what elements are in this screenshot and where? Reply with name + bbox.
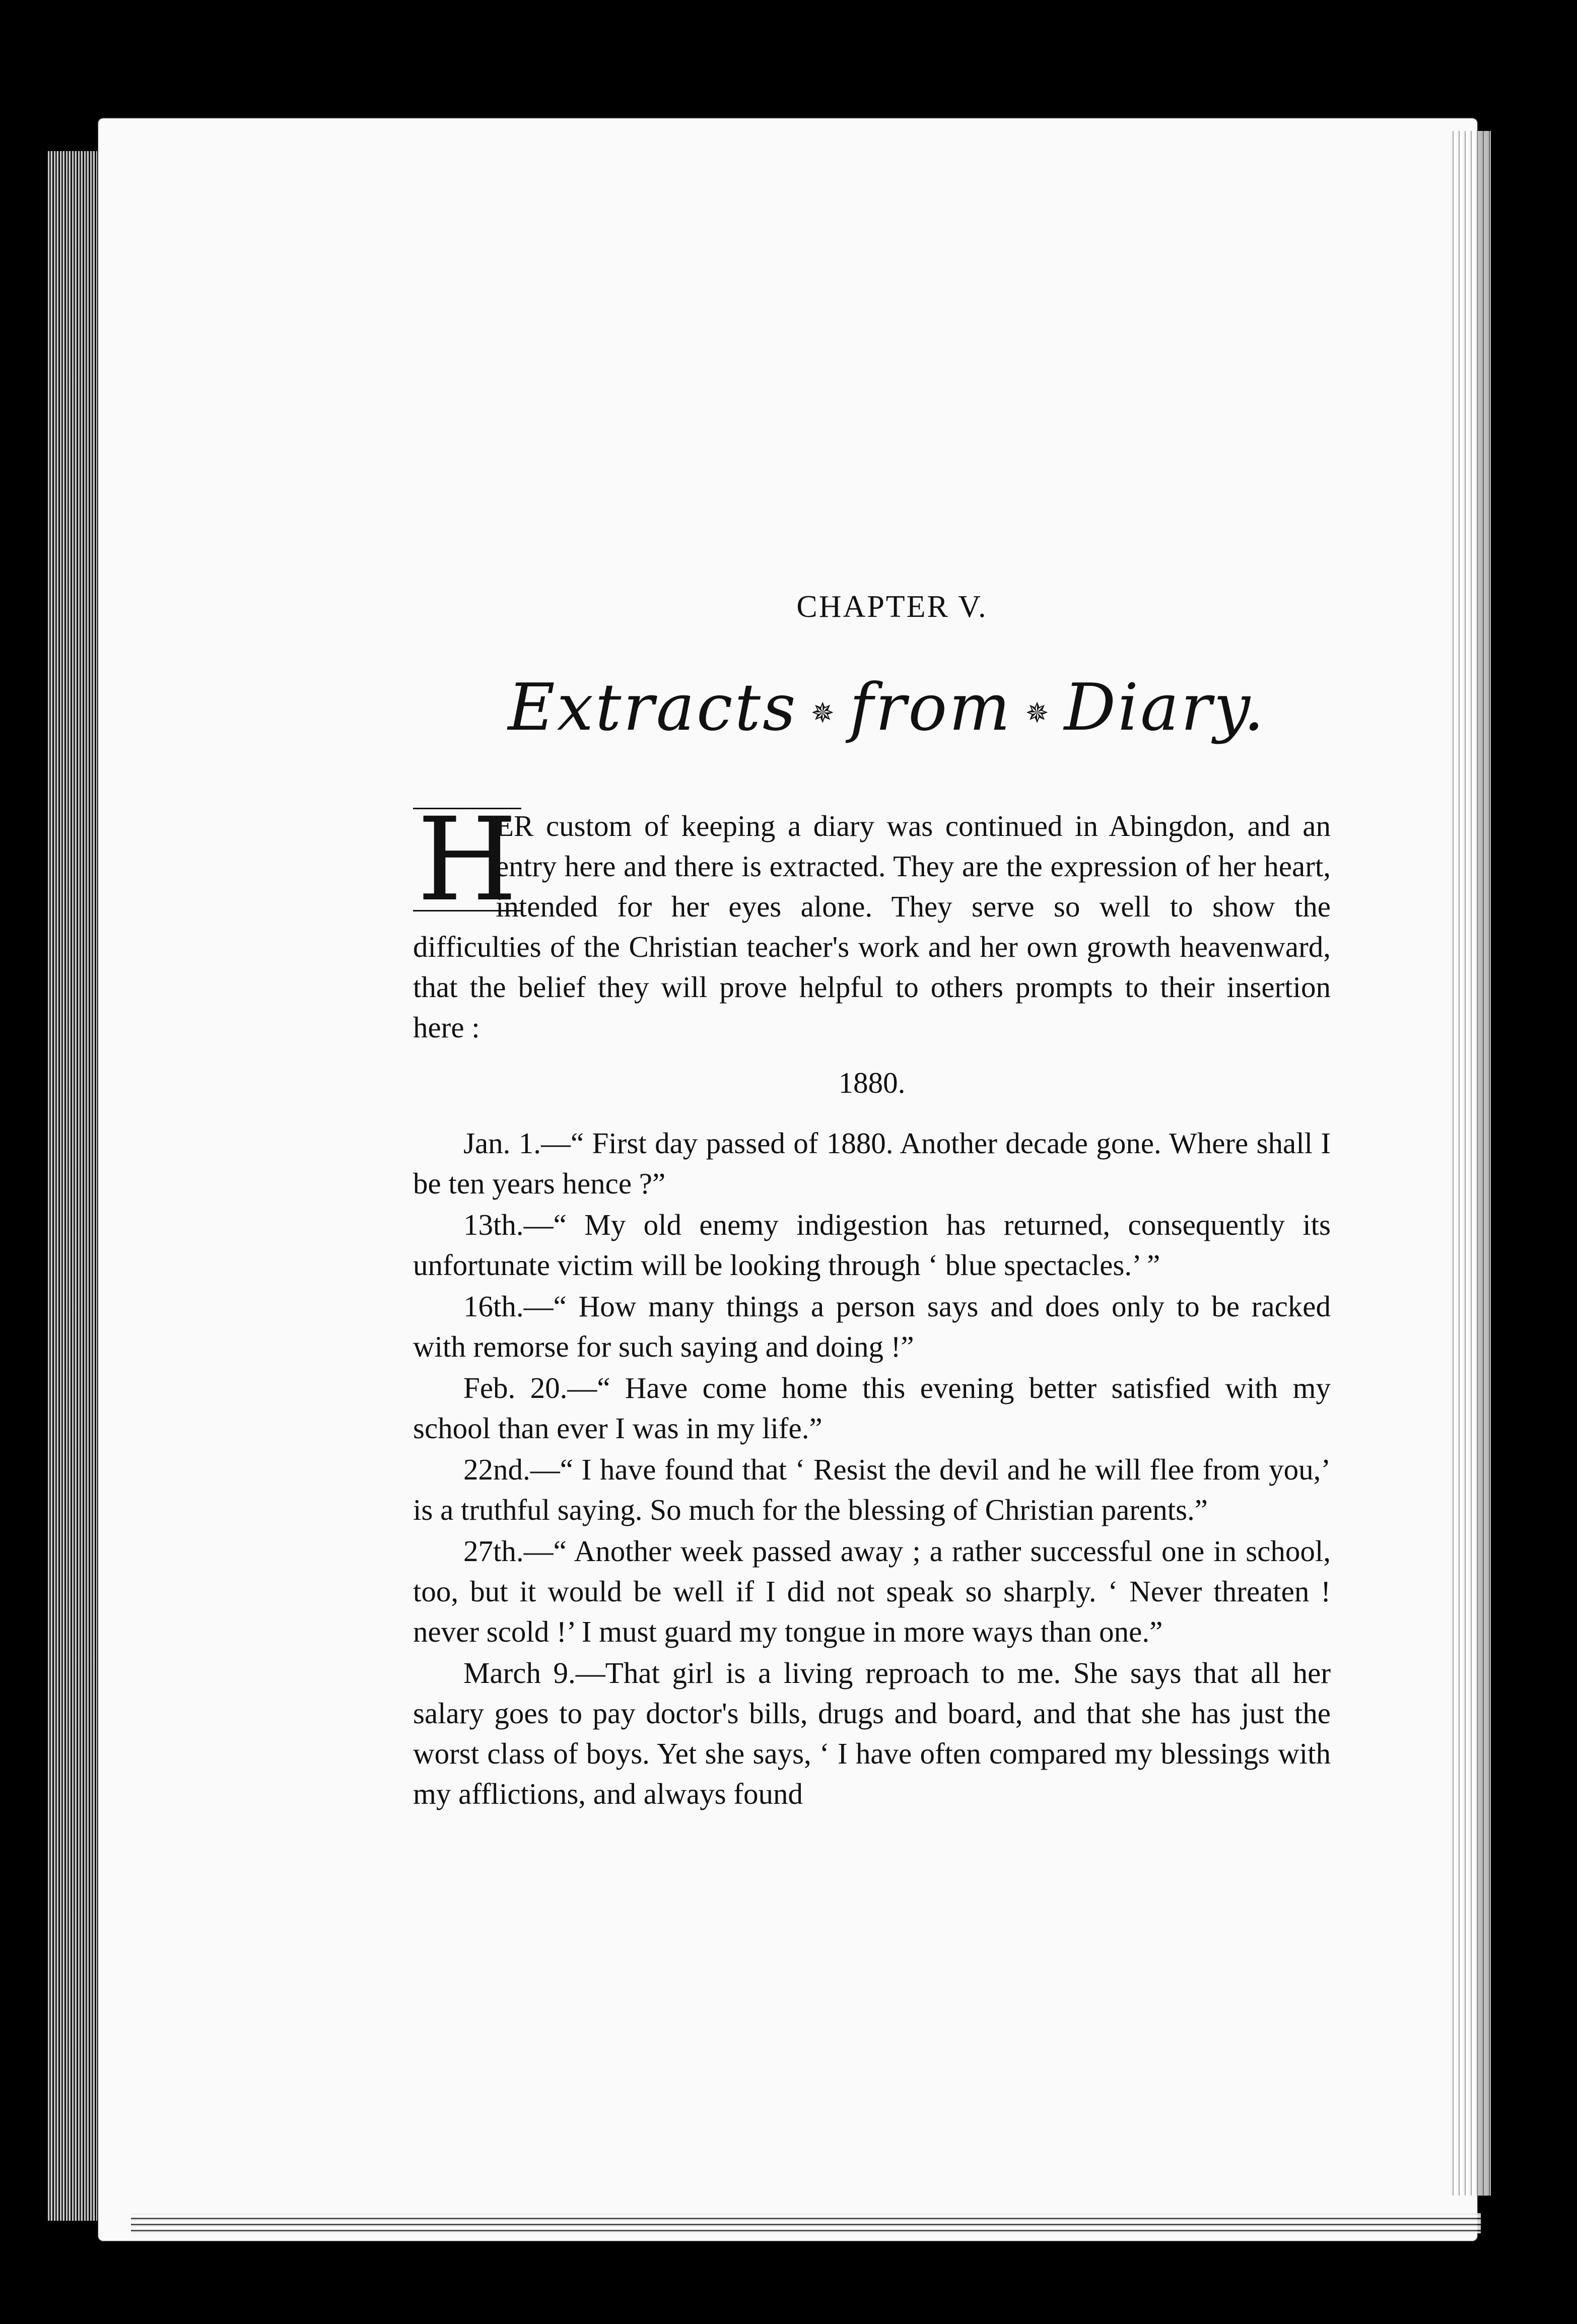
chapter-title-word: Diary.: [1064, 670, 1266, 745]
intro-paragraph: [413, 793, 1331, 1047]
chapter-title: [443, 670, 1331, 745]
chapter-title-word: Extracts: [508, 670, 798, 745]
chapter-title-word: from: [849, 670, 1012, 745]
diary-entry: 27th.—“ Another week passed away ; a rather successful one in school, too, but it would be well if I did not speak so sharply. ‘ Never threaten ! never scold !’ I must guard my tongue in more ways than one.”: [413, 1534, 1331, 1648]
chapter-body: [413, 793, 1331, 1814]
diary-entry: Jan. 1.—“ First day passed of 1880. Another decade gone. Where shall I be ten years hence ?”: [413, 1126, 1331, 1200]
year-heading: 1880.: [838, 1066, 906, 1099]
drop-cap-letter: H: [413, 808, 521, 911]
book-page-edges-bottom: [131, 2213, 1481, 2233]
book-page-edges-right: [1451, 131, 1491, 2196]
diary-entry: 16th.—“ How many things a person says and does only to be racked with remorse for such saying and doing !”: [413, 1290, 1331, 1363]
page-text-block: [413, 589, 1331, 1814]
chapter-number: CHAPTER V.: [796, 590, 988, 624]
diary-entry: 22nd.—“ I have found that ‘ Resist the devil and he will flee from you,’ is a truthful saying. So much for the blessing of Christian parents.”: [413, 1453, 1331, 1526]
diary-entry: Feb. 20.—“ Have come home this evening better satisfied with my school than ever I was in my life.”: [413, 1371, 1331, 1445]
star-ornament-icon: ✵: [1025, 696, 1051, 730]
intro-text: ER custom of keeping a diary was continued in Abingdon, and an entry here and there is extracted. They are the expression of her heart, intended for her eyes alone. They serve so well to show the difficulties of the Christian teacher's work and her own growth heavenward, that the belief they will prove helpful to others prompts to their insertion here :: [413, 809, 1331, 1044]
diary-entry: 13th.—“ My old enemy indigestion has returned, consequently its unfortunate victim will be looking through ‘ blue spectacles.’ ”: [413, 1208, 1331, 1282]
diary-entry: March 9.—That girl is a living reproach to me. She says that all her salary goes to pay doctor's bills, drugs and board, and that she has just the worst class of boys. Yet she says, ‘ I have often compared my blessings with my afflictions, and always found: [413, 1656, 1331, 1810]
drop-cap: [413, 793, 517, 927]
star-ornament-icon: ✵: [810, 696, 837, 730]
